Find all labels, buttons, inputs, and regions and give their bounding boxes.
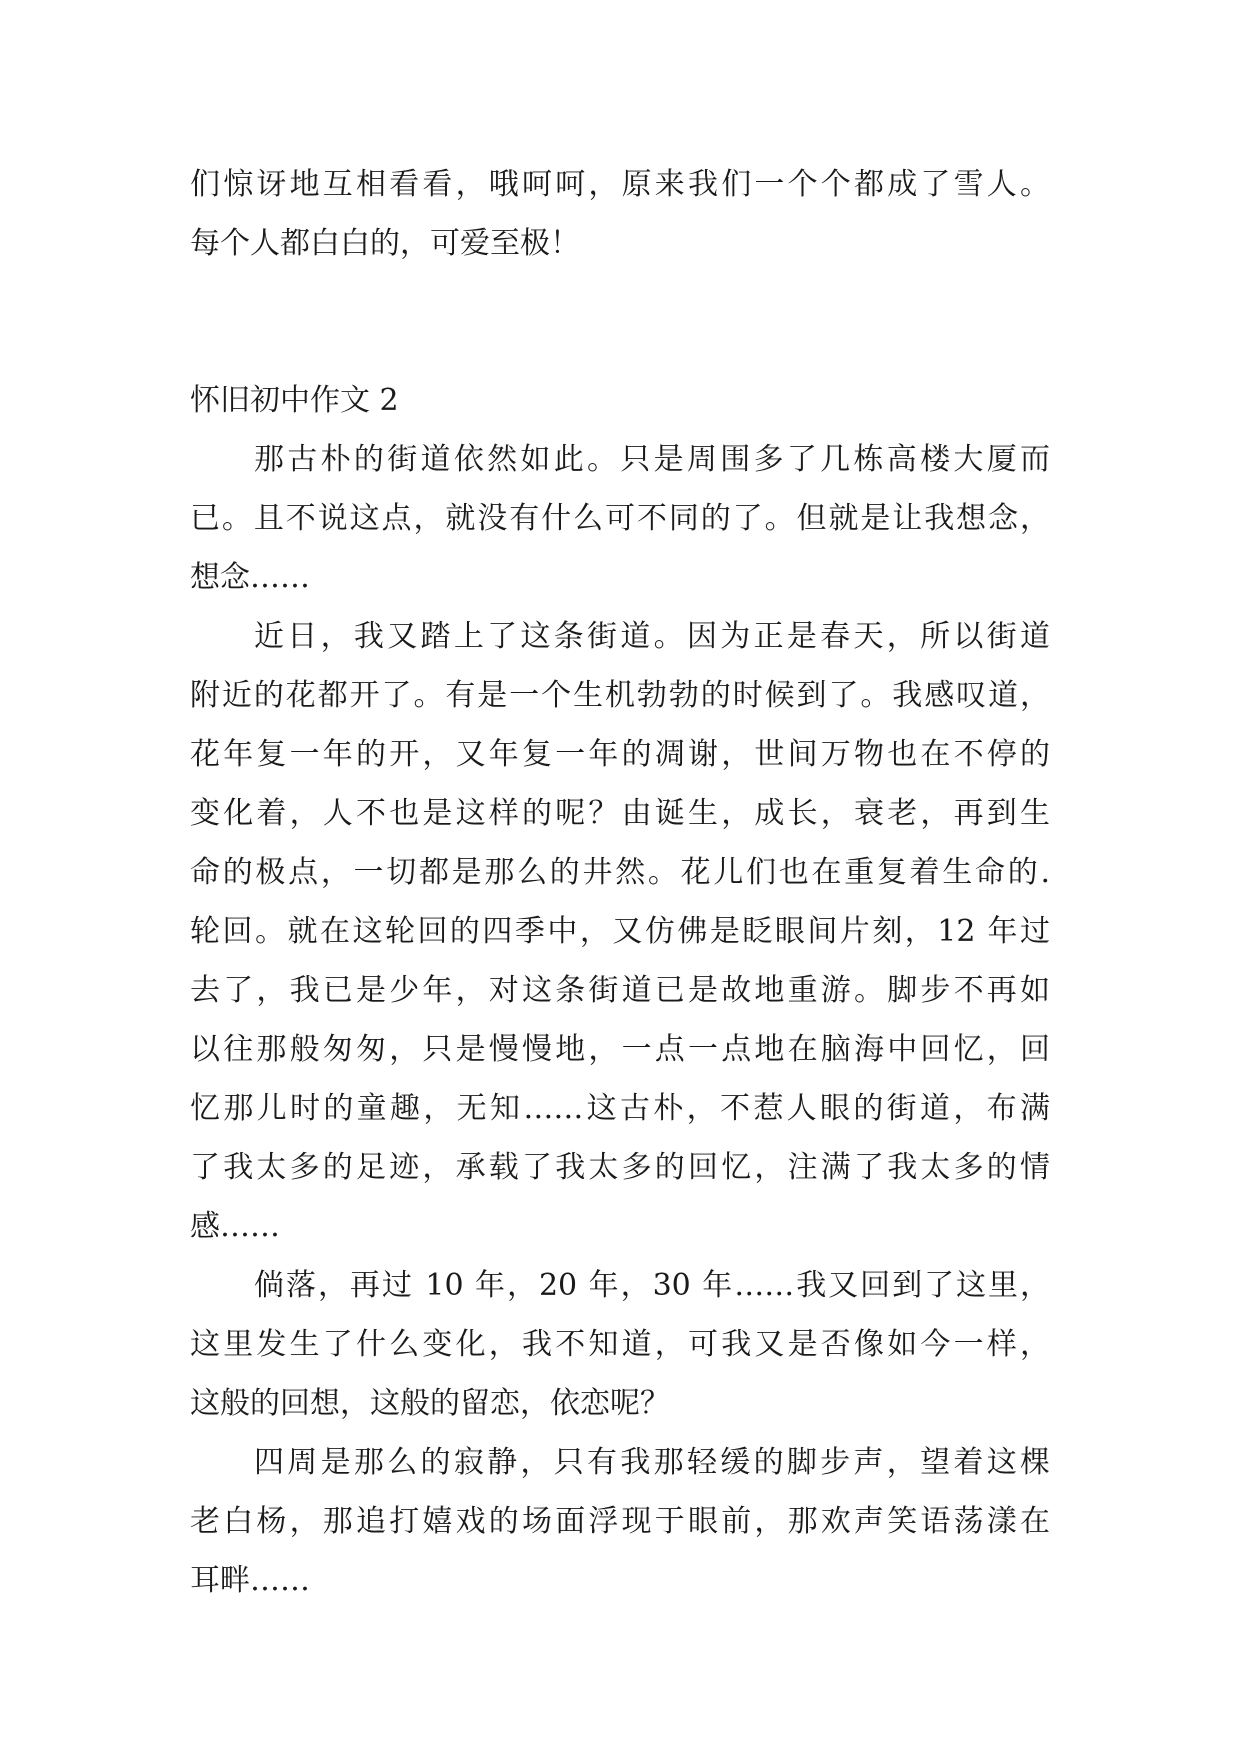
text-line: 感…… (190, 1209, 280, 1244)
text-line: 轮回。就在这轮回的四季中，又仿佛是眨眼间片刻，12 年过 (190, 914, 1050, 949)
text-line: 每个人都白白的，可爱至极！ (190, 226, 580, 261)
text-line: 去了，我已是少年，对这条街道已是故地重游。脚步不再如 (190, 973, 1050, 1008)
intro-paragraph (190, 155, 1050, 273)
text-line: 了我太多的足迹，承载了我太多的回忆，注满了我太多的情 (190, 1150, 1050, 1185)
section-gap (190, 273, 1050, 371)
text-line: 以往那般匆匆，只是慢慢地，一点一点地在脑海中回忆，回 (190, 1032, 1050, 1067)
essay-paragraph (190, 430, 1050, 607)
essay-paragraph (190, 607, 1050, 1256)
essay-paragraph (190, 1433, 1050, 1610)
text-line: 这里发生了什么变化，我不知道，可我又是否像如今一样， (190, 1327, 1050, 1362)
text-line: 已。且不说这点，就没有什么可不同的了。但就是让我想念， (190, 501, 1050, 536)
text-line: 附近的花都开了。有是一个生机勃勃的时候到了。我感叹道， (190, 678, 1050, 713)
text-line: 想念…… (190, 560, 310, 595)
text-line: 忆那儿时的童趣，无知……这古朴，不惹人眼的街道，布满 (190, 1091, 1050, 1126)
text-line: 倘落，再过 10 年，20 年，30 年……我又回到了这里， (254, 1268, 1050, 1303)
essay-title: 怀旧初中作文 2 (190, 383, 399, 418)
text-line: 老白杨，那追打嬉戏的场面浮现于眼前，那欢声笑语荡漾在 (190, 1504, 1050, 1539)
text-line: 四周是那么的寂静，只有我那轻缓的脚步声，望着这棵 (254, 1445, 1050, 1480)
text-line: 耳畔…… (190, 1563, 310, 1598)
text-line: 那古朴的街道依然如此。只是周围多了几栋高楼大厦而 (254, 442, 1050, 477)
document-page (190, 155, 1050, 1610)
text-line: 近日，我又踏上了这条街道。因为正是春天，所以街道 (254, 619, 1050, 654)
text-line: 这般的回想，这般的留恋，依恋呢？ (190, 1386, 670, 1421)
essay-paragraph (190, 1256, 1050, 1433)
text-line: 变化着，人不也是这样的呢？由诞生，成长，衰老，再到生 (190, 796, 1050, 831)
text-line: 们惊讶地互相看看，哦呵呵，原来我们一个个都成了雪人。 (190, 167, 1050, 202)
text-line: 命的极点，一切都是那么的井然。花儿们也在重复着生命的. (190, 855, 1050, 890)
text-line: 花年复一年的开，又年复一年的凋谢，世间万物也在不停的 (190, 737, 1050, 772)
